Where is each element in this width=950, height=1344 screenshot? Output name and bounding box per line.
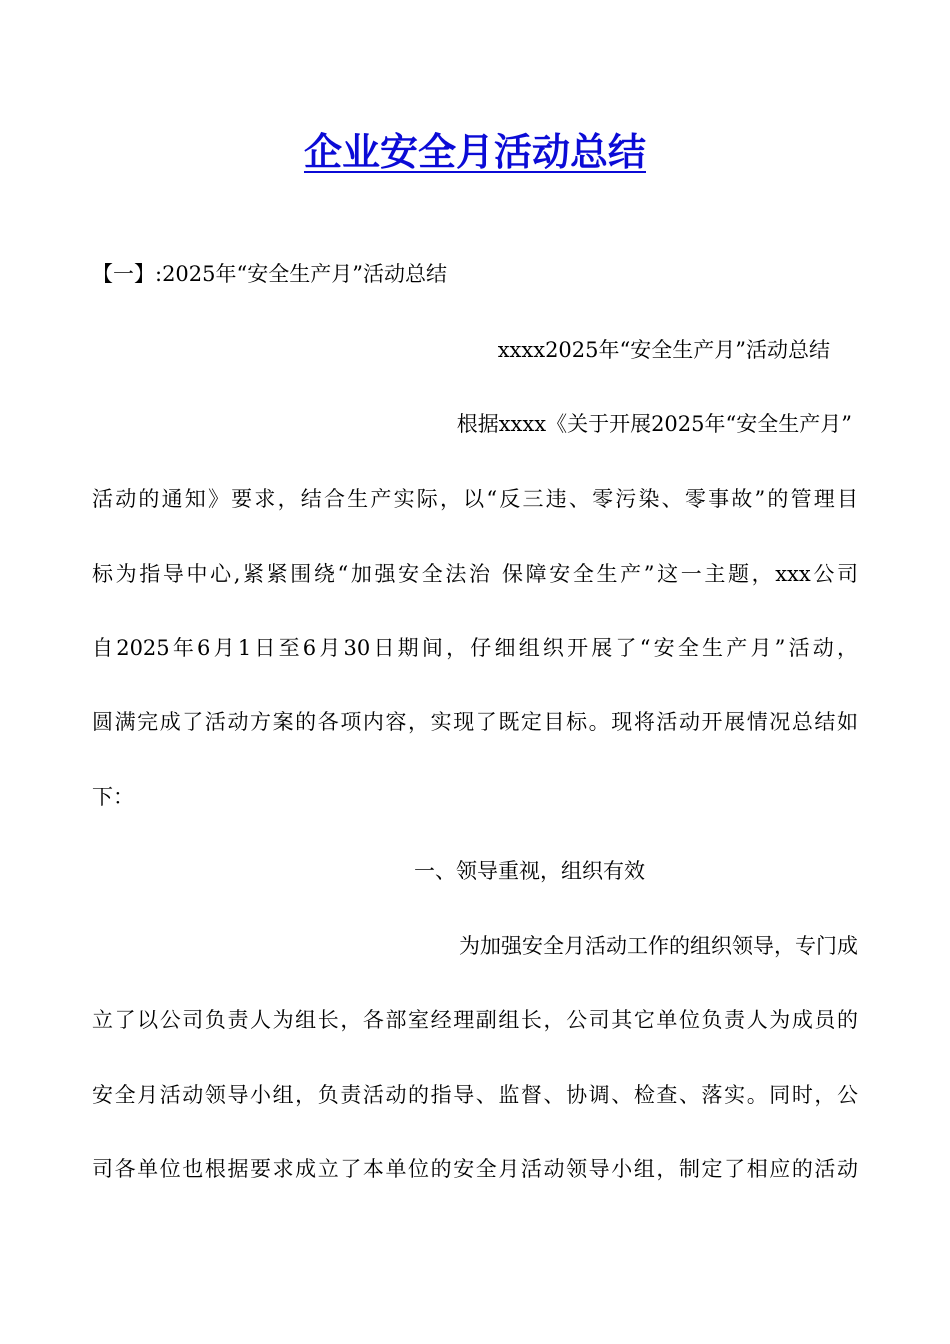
paragraph1-line3: 标为指导中心,紧紧围绕“加强安全法治 保障安全生产”这一主题，xxx公司 bbox=[92, 562, 858, 586]
document-title-link[interactable]: 企业安全月活动总结 bbox=[303, 130, 646, 174]
section-heading-1: 一、领导重视，组织有效 bbox=[414, 859, 645, 883]
document-subtitle: xxxx2025年“安全生产月”活动总结 bbox=[497, 338, 830, 362]
paragraph1-line6: 下： bbox=[92, 785, 134, 809]
paragraph2-line2: 立了以公司负责人为组长，各部室经理副组长，公司其它单位负责人为成员的 bbox=[92, 1008, 858, 1032]
paragraph1-line4: 自2025年6月1日至6月30日期间，仔细组织开展了“安全生产月”活动， bbox=[92, 636, 858, 660]
paragraph2-line1: 为加强安全月活动工作的组织领导，专门成 bbox=[459, 934, 858, 958]
paragraph2-line3: 安全月活动领导小组，负责活动的指导、监督、协调、检查、落实。同时，公 bbox=[92, 1083, 858, 1107]
paragraph1-line1: 根据xxxx《关于开展2025年“安全生产月” bbox=[456, 412, 852, 436]
paragraph1-line2: 活动的通知》要求，结合生产实际，以“反三违、零污染、零事故”的管理目 bbox=[92, 487, 858, 511]
paragraph1-line5: 圆满完成了活动方案的各项内容，实现了既定目标。现将活动开展情况总结如 bbox=[92, 710, 858, 734]
paragraph2-line4: 司各单位也根据要求成立了本单位的安全月活动领导小组，制定了相应的活动 bbox=[92, 1157, 858, 1181]
section-header: 【一】:2025年“安全生产月”活动总结 bbox=[92, 262, 447, 286]
